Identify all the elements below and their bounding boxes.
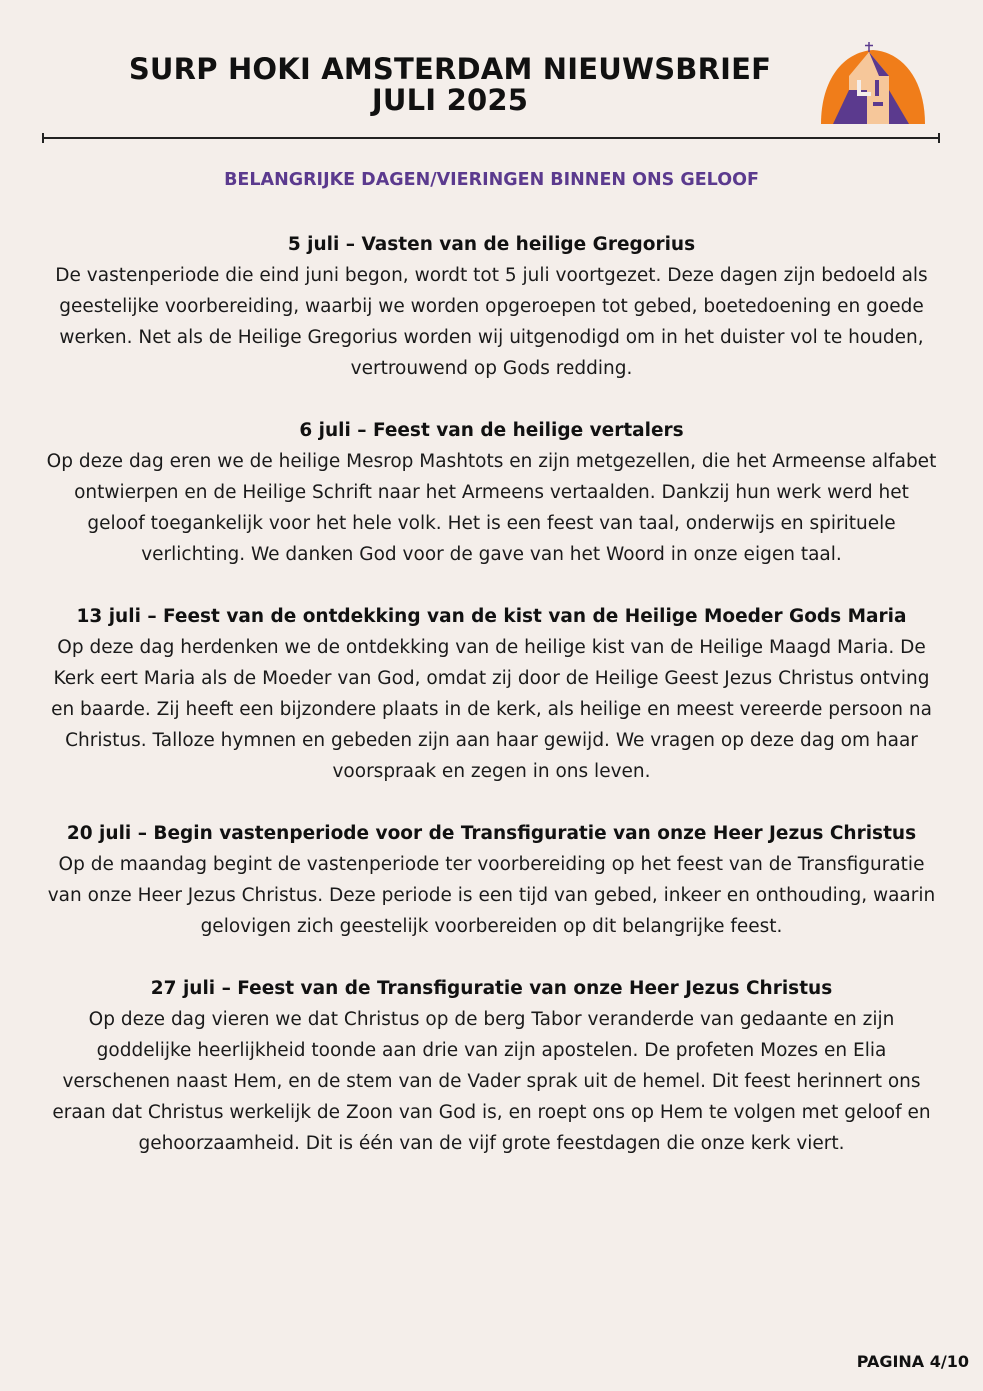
event-text: Op deze dag vieren we dat Christus op de berg Tabor veranderde van gedaante en zijn goddelijke heerlijkheid toonde aan drie van zijn apostelen. De profeten Mozes en Elia verschenen naast Hem, en de stem van de Vader sprak uit de hemel. Dit feest herinnert ons eraan dat Christus werkelijk de Zoon van God is, en roept ons op Hem te volgen met geloof en gehoorzaamheid. Dit is één van de vijf grote feestdagen die onze kerk viert. <box>52 1009 931 1154</box>
church-logo <box>813 40 933 126</box>
event-heading: 5 juli – Vasten van de heilige Gregorius <box>287 234 696 255</box>
header-divider <box>42 137 940 139</box>
events-list <box>46 229 937 1190</box>
event-text: Op deze dag herdenken we de ontdekking van de heilige kist van de Heilige Maagd Maria. De Kerk eert Maria als de Moeder van God, omdat zij door de Heilige Geest Jezus Christus ontving en baarde. Zij heeft een bijzondere plaats in de kerk, als heilige en meest vereerde persoon na Christus. Talloze hymnen en gebeden zijn aan haar gewijd. We vragen op deze dag om haar voorspraak en zegen in ons leven. <box>51 637 932 782</box>
event-heading: 27 juli – Feest van de Transfiguratie van onze Heer Jezus Christus <box>150 978 833 999</box>
title-line-2: JULI 2025 <box>371 83 529 117</box>
event-item <box>46 415 937 570</box>
event-item <box>46 229 937 384</box>
event-text: Op de maandag begint de vastenperiode ter voorbereiding op het feest van de Transfiguratie van onze Heer Jezus Christus. Deze periode is een tijd van gebed, inkeer en onthouding, waarin gelovigen zich geestelijk voorbereiden op dit belangrijke feest. <box>47 854 936 937</box>
church-logo-icon <box>813 40 933 126</box>
event-heading: 20 juli – Begin vastenperiode voor de Transfiguratie van onze Heer Jezus Christus <box>66 823 917 844</box>
section-title: BELANGRIJKE DAGEN/VIERINGEN BINNEN ONS GELOOF <box>224 170 759 190</box>
event-text: Op deze dag eren we de heilige Mesrop Mashtots en zijn metgezellen, die het Armeense alfabet ontwierpen en de Heilige Schrift naar het Armeens vertaalden. Dankzij hun werk werd het geloof toegankelijk voor het hele volk. Het is een feest van taal, onderwijs en spirituele verlichting. We danken God voor de gave van het Woord in onze eigen taal. <box>46 451 937 565</box>
event-item <box>46 601 937 787</box>
event-heading: 13 juli – Feest van de ontdekking van de kist van de Heilige Moeder Gods Maria <box>76 606 907 627</box>
event-item <box>46 818 937 942</box>
event-text: De vastenperiode die eind juni begon, wordt tot 5 juli voortgezet. Deze dagen zijn bedoeld als geestelijke voorbereiding, waarbij we worden opgeroepen tot gebed, boetedoening en goede werken. Net als de Heilige Gregorius worden wij uitgenodigd om in het duister vol te houden, vertrouwend op Gods redding. <box>55 265 928 379</box>
event-item <box>46 973 937 1159</box>
title-line-1: SURP HOKI AMSTERDAM NIEUWSBRIEF <box>128 52 772 86</box>
page-number: PAGINA 4/10 <box>856 1352 969 1371</box>
newsletter-header <box>40 40 943 140</box>
event-heading: 6 juli – Feest van de heilige vertalers <box>299 420 684 441</box>
newsletter-title <box>100 54 800 116</box>
